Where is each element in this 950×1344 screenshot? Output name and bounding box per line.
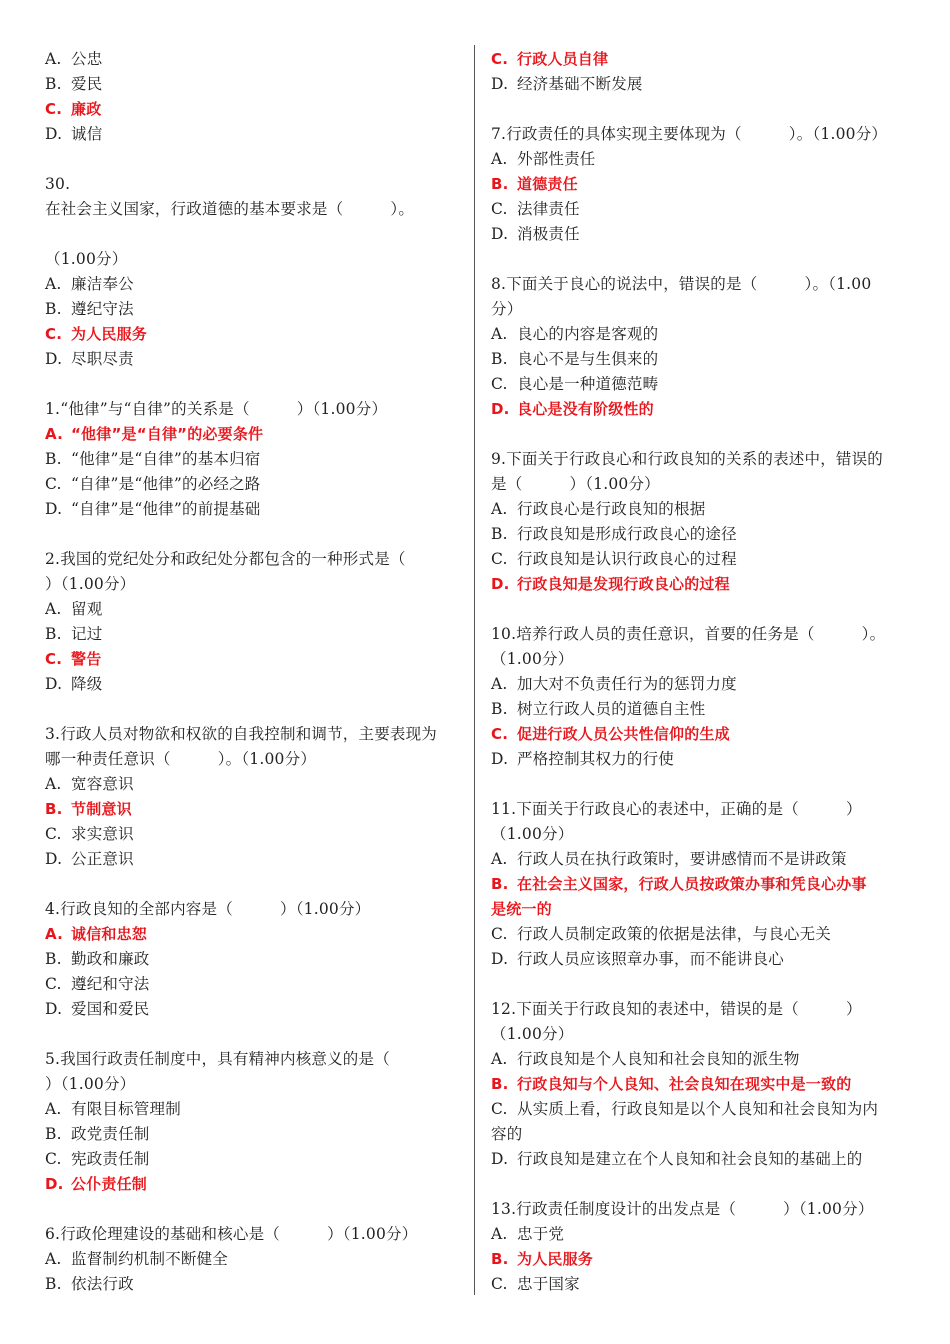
option-text: 爱国和爱民 — [71, 1000, 150, 1018]
option-text: 行政良知是发现行政良心的过程 — [517, 575, 730, 593]
answer-option — [491, 922, 911, 947]
option-text: 树立行政人员的道德自主性 — [517, 700, 706, 718]
spacer — [45, 872, 463, 897]
answer-option — [45, 597, 463, 622]
option-text: 忠于党 — [517, 1225, 565, 1243]
question-text-line: 11.下面关于行政良心的表述中，正确的是（ ） — [491, 800, 862, 818]
option-text: 行政良知是建立在个人良知和社会良知的基础上的 — [517, 1150, 863, 1168]
option-letter: C. — [45, 325, 63, 343]
option-letter: A. — [45, 600, 62, 618]
option-letter: B. — [45, 1275, 62, 1293]
option-letter: B. — [491, 1075, 509, 1093]
option-letter: D. — [491, 575, 510, 593]
question-text-line: ）（1.00分） — [45, 1075, 136, 1093]
answer-option — [45, 297, 463, 322]
answer-option — [45, 997, 463, 1022]
question-text-line: 容的 — [491, 1125, 523, 1143]
option-letter: C. — [491, 1100, 508, 1118]
option-text: 促进行政人员公共性信仰的生成 — [517, 725, 730, 743]
option-letter: A. — [45, 1100, 62, 1118]
option-text: 良心是没有阶级性的 — [517, 400, 654, 418]
option-letter: B. — [45, 75, 62, 93]
option-letter: C. — [491, 925, 508, 943]
option-letter: B. — [491, 875, 509, 893]
option-text: 道德责任 — [517, 175, 578, 193]
spacer — [491, 247, 911, 272]
question-text-line: （1.00分） — [491, 650, 574, 668]
option-text: 从实质上看，行政良知是以个人良知和社会良知为内 — [517, 1100, 879, 1118]
correct-answer-option — [491, 572, 911, 597]
answer-option — [491, 947, 911, 972]
answer-option — [45, 272, 463, 297]
option-text: 降级 — [71, 675, 103, 693]
option-letter: C. — [45, 825, 62, 843]
correct-answer-option — [491, 1247, 911, 1272]
answer-option — [45, 672, 463, 697]
option-text: 在社会主义国家，行政人员按政策办事和凭良心办事 — [517, 875, 867, 893]
option-text: 宪政责任制 — [71, 1150, 150, 1168]
option-text: “他律”是“自律”的基本归宿 — [71, 450, 261, 468]
option-text: 公正意识 — [71, 850, 134, 868]
option-text: “自律”是“他律”的前提基础 — [71, 500, 261, 518]
option-text: 勤政和廉政 — [71, 950, 150, 968]
question-text-line: 在社会主义国家，行政道德的基本要求是（ ）。 — [45, 200, 415, 218]
question-text-line: 6.行政伦理建设的基础和核心是（ ）（1.00分） — [45, 1225, 418, 1243]
question-text-line: 2.我国的党纪处分和政纪处分都包含的一种形式是（ — [45, 550, 406, 568]
option-letter: B. — [491, 525, 508, 543]
correct-answer-option — [45, 1172, 463, 1197]
answer-option — [491, 1222, 911, 1247]
option-text: 良心是一种道德范畴 — [517, 375, 659, 393]
correct-answer-option — [491, 722, 911, 747]
spacer — [491, 772, 911, 797]
spacer — [45, 147, 463, 172]
spacer — [491, 597, 911, 622]
question-text-line: 是统一的 — [491, 900, 552, 918]
option-text: 求实意识 — [71, 825, 134, 843]
question-text-line: （1.00分） — [491, 1025, 574, 1043]
answer-option — [491, 347, 911, 372]
question-text-line: （1.00分） — [45, 250, 128, 268]
option-letter: A. — [491, 325, 508, 343]
option-letter: A. — [45, 1250, 62, 1268]
question-text-line: 8.下面关于良心的说法中，错误的是（ ）。（1.00 — [491, 275, 872, 293]
option-text: 为人民服务 — [71, 325, 148, 343]
spacer — [45, 1022, 463, 1047]
correct-answer-option — [491, 872, 911, 897]
correct-answer-option — [491, 172, 911, 197]
option-text: 经济基础不断发展 — [517, 75, 643, 93]
answer-option — [45, 122, 463, 147]
option-text: 行政良知是个人良知和社会良知的派生物 — [517, 1050, 800, 1068]
option-text: 政党责任制 — [71, 1125, 150, 1143]
answer-option — [491, 1097, 911, 1122]
option-text: 为人民服务 — [517, 1250, 594, 1268]
answer-option — [491, 1047, 911, 1072]
option-letter: A. — [45, 425, 63, 443]
option-text: 行政良知是认识行政良心的过程 — [517, 550, 737, 568]
option-letter: A. — [45, 925, 63, 943]
option-text: 良心不是与生俱来的 — [517, 350, 659, 368]
question-text-line: 10.培养行政人员的责任意识，首要的任务是（ ）。 — [491, 625, 886, 643]
option-text: 严格控制其权力的行使 — [517, 750, 675, 768]
option-letter: B. — [45, 1125, 62, 1143]
option-text: 行政良心是行政良知的根据 — [517, 500, 706, 518]
question-text-line: 4.行政良知的全部内容是（ ）（1.00分） — [45, 900, 371, 918]
option-letter: D. — [45, 1175, 64, 1193]
option-letter: B. — [45, 625, 62, 643]
question-text-line: 1.“他律”与“自律”的关系是（ ）（1.00分） — [45, 400, 388, 418]
option-letter: C. — [45, 975, 62, 993]
answer-option — [45, 847, 463, 872]
option-text: 爱民 — [71, 75, 103, 93]
answer-option — [491, 147, 911, 172]
answer-option — [491, 847, 911, 872]
answer-option — [45, 947, 463, 972]
option-text: 公仆责任制 — [71, 1175, 148, 1193]
option-text: 廉政 — [71, 100, 102, 118]
option-letter: C. — [491, 1275, 508, 1293]
correct-answer-option — [491, 397, 911, 422]
right-column — [491, 47, 911, 1297]
answer-option — [491, 1272, 911, 1297]
option-text: 良心的内容是客观的 — [517, 325, 659, 343]
correct-answer-option — [45, 647, 463, 672]
answer-option — [491, 672, 911, 697]
option-letter: B. — [491, 175, 509, 193]
option-letter: B. — [491, 1250, 509, 1268]
option-letter: B. — [45, 450, 62, 468]
answer-option — [45, 822, 463, 847]
option-letter: C. — [45, 100, 63, 118]
answer-option — [45, 472, 463, 497]
question-text-line: 30. — [45, 175, 71, 193]
option-text: 留观 — [71, 600, 103, 618]
answer-option — [45, 772, 463, 797]
spacer — [45, 372, 463, 397]
correct-answer-option — [491, 1072, 911, 1097]
option-text: 行政人员自律 — [517, 50, 609, 68]
spacer — [491, 1172, 911, 1197]
answer-option — [45, 347, 463, 372]
option-letter: A. — [491, 150, 508, 168]
question-text-line: ）（1.00分） — [45, 575, 136, 593]
option-letter: D. — [491, 1150, 509, 1168]
option-letter: A. — [491, 500, 508, 518]
option-text: 记过 — [71, 625, 103, 643]
option-letter: B. — [45, 800, 63, 818]
spacer — [45, 522, 463, 547]
answer-option — [491, 322, 911, 347]
option-letter: D. — [491, 750, 509, 768]
column-divider — [474, 45, 475, 1295]
option-text: 监督制约机制不断健全 — [71, 1250, 229, 1268]
option-letter: B. — [491, 350, 508, 368]
correct-answer-option — [491, 47, 911, 72]
option-letter: C. — [491, 550, 508, 568]
option-text: 忠于国家 — [517, 1275, 580, 1293]
answer-option — [45, 1097, 463, 1122]
option-letter: C. — [491, 725, 509, 743]
correct-answer-option — [45, 797, 463, 822]
answer-option — [45, 497, 463, 522]
option-letter: C. — [45, 650, 63, 668]
option-text: 公忠 — [71, 50, 103, 68]
option-text: 遵纪守法 — [71, 300, 134, 318]
question-text-line: （1.00分） — [491, 825, 574, 843]
option-text: 尽职尽责 — [71, 350, 134, 368]
option-text: 法律责任 — [517, 200, 580, 218]
answer-option — [491, 522, 911, 547]
option-letter: C. — [491, 375, 508, 393]
spacer — [45, 697, 463, 722]
option-letter: C. — [45, 1150, 62, 1168]
option-letter: B. — [491, 700, 508, 718]
option-letter: C. — [491, 50, 509, 68]
question-text-line: 9.下面关于行政良心和行政良知的关系的表述中，错误的 — [491, 450, 883, 468]
answer-option — [45, 1122, 463, 1147]
option-letter: A. — [491, 1225, 508, 1243]
question-text-line: 13.行政责任制度设计的出发点是（ ）（1.00分） — [491, 1200, 874, 1218]
answer-option — [45, 1247, 463, 1272]
answer-option — [491, 697, 911, 722]
answer-option — [491, 747, 911, 772]
option-text: 行政人员制定政策的依据是法律，与良心无关 — [517, 925, 832, 943]
option-letter: C. — [45, 475, 62, 493]
question-text-line: 是（ ）（1.00分） — [491, 475, 660, 493]
spacer — [45, 1197, 463, 1222]
option-letter: A. — [491, 1050, 508, 1068]
option-text: 宽容意识 — [71, 775, 134, 793]
answer-option — [45, 47, 463, 72]
option-text: 行政人员应该照章办事，而不能讲良心 — [517, 950, 784, 968]
left-column — [45, 47, 463, 1297]
answer-option — [491, 547, 911, 572]
answer-option — [491, 72, 911, 97]
correct-answer-option — [45, 922, 463, 947]
answer-option — [45, 1272, 463, 1297]
option-text: 诚信和忠恕 — [71, 925, 148, 943]
option-letter: B. — [45, 300, 62, 318]
answer-option — [491, 497, 911, 522]
option-letter: D. — [45, 125, 63, 143]
answer-option — [491, 1147, 911, 1172]
option-text: 消极责任 — [517, 225, 580, 243]
option-text: 警告 — [71, 650, 102, 668]
answer-option — [491, 372, 911, 397]
option-text: 节制意识 — [71, 800, 132, 818]
option-letter: D. — [491, 400, 510, 418]
option-text: 行政人员在执行政策时，要讲感情而不是讲政策 — [517, 850, 847, 868]
option-letter: D. — [45, 500, 63, 518]
option-text: “自律”是“他律”的必经之路 — [71, 475, 261, 493]
option-letter: D. — [491, 950, 509, 968]
question-text-line: 3.行政人员对物欲和权欲的自我控制和调节，主要表现为 — [45, 725, 437, 743]
answer-option — [45, 447, 463, 472]
option-text: 诚信 — [71, 125, 103, 143]
spacer — [491, 972, 911, 997]
spacer — [491, 422, 911, 447]
spacer — [45, 222, 463, 247]
answer-option — [45, 622, 463, 647]
correct-answer-option — [45, 97, 463, 122]
correct-answer-option — [45, 422, 463, 447]
option-letter: B. — [45, 950, 62, 968]
option-letter: A. — [45, 50, 62, 68]
option-letter: A. — [45, 775, 62, 793]
option-text: 遵纪和守法 — [71, 975, 150, 993]
answer-option — [491, 197, 911, 222]
option-text: 外部性责任 — [517, 150, 596, 168]
answer-option — [45, 1147, 463, 1172]
answer-option — [45, 972, 463, 997]
option-text: 有限目标管理制 — [71, 1100, 181, 1118]
option-text: 行政良知是形成行政良心的途径 — [517, 525, 737, 543]
option-text: 依法行政 — [71, 1275, 134, 1293]
question-text-line: 12.下面关于行政良知的表述中，错误的是（ ） — [491, 1000, 862, 1018]
question-text-line: 分） — [491, 300, 523, 318]
answer-option — [45, 72, 463, 97]
question-text-line: 7.行政责任的具体实现主要体现为（ ）。（1.00分） — [491, 125, 888, 143]
option-letter: C. — [491, 200, 508, 218]
option-letter: D. — [45, 350, 63, 368]
option-letter: D. — [45, 675, 63, 693]
option-letter: A. — [491, 675, 508, 693]
spacer — [491, 97, 911, 122]
option-letter: D. — [491, 75, 509, 93]
option-text: 行政良知与个人良知、社会良知在现实中是一致的 — [517, 1075, 852, 1093]
option-letter: D. — [45, 850, 63, 868]
option-letter: A. — [491, 850, 508, 868]
correct-answer-option — [45, 322, 463, 347]
option-letter: A. — [45, 275, 62, 293]
option-letter: D. — [45, 1000, 63, 1018]
option-letter: D. — [491, 225, 509, 243]
option-text: 廉洁奉公 — [71, 275, 134, 293]
answer-option — [491, 222, 911, 247]
question-text-line: 哪一种责任意识（ ）。（1.00分） — [45, 750, 317, 768]
option-text: “他律”是“自律”的必要条件 — [71, 425, 264, 443]
question-text-line: 5.我国行政责任制度中，具有精神内核意义的是（ — [45, 1050, 390, 1068]
option-text: 加大对不负责任行为的惩罚力度 — [517, 675, 737, 693]
